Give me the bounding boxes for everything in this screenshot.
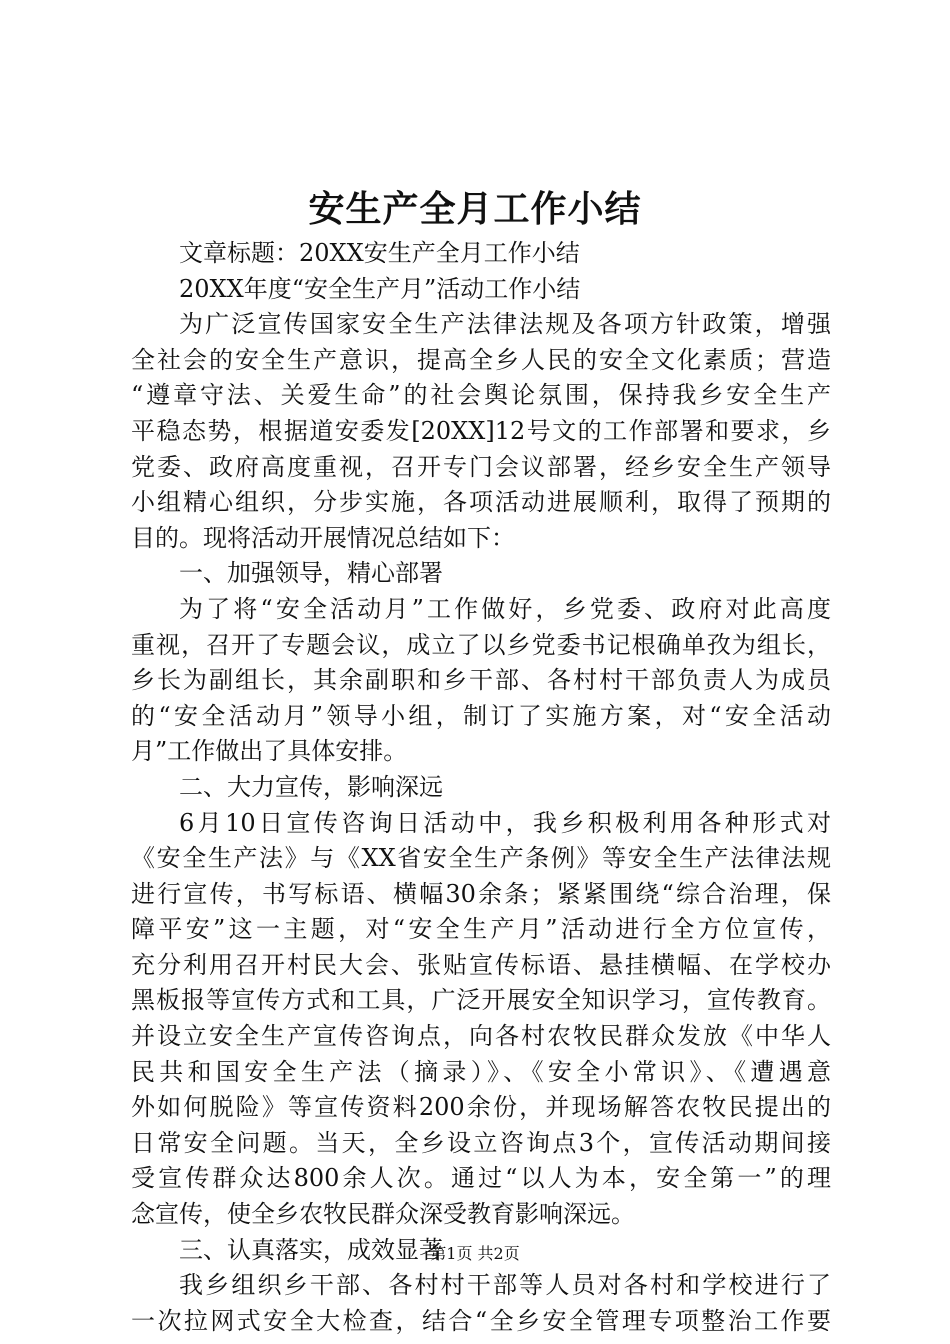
text-line: 乡长为副组长，其余副职和乡干部、各村村干部负责人为成员 xyxy=(131,666,831,695)
document-title: 安生产全月工作小结 xyxy=(308,188,642,230)
document-body xyxy=(131,236,831,1339)
text-line: 文章标题：20XX安生产全月工作小结 xyxy=(179,239,580,267)
text-line: 黑板报等宣传方式和工具，广泛开展安全知识学习，宣传教育。 xyxy=(131,986,831,1015)
text-line: 月”工作做出了具体安排。 xyxy=(131,737,408,766)
text-line: 为广泛宣传国家安全生产法律法规及各项方针政策，增强 xyxy=(179,310,831,339)
text-line: 目的。现将活动开展情况总结如下： xyxy=(131,523,515,552)
text-line: 重视，召开了专题会议，成立了以乡党委书记根确单孜为组长， xyxy=(131,630,831,659)
text-line: 小组精心组织，分步实施，各项活动进展顺利，取得了预期的 xyxy=(131,488,831,517)
text-line: 障平安”这一主题，对“安全生产月”活动进行全方位宣传， xyxy=(131,915,831,944)
text-line: 平稳态势，根据道安委发[20XX]12号文的工作部署和要求，乡 xyxy=(131,416,831,445)
page-footer: 第1页 共2页 xyxy=(430,1244,520,1263)
text-line: 为了将“安全活动月”工作做好，乡党委、政府对此高度 xyxy=(179,594,831,623)
text-line: 进行宣传，书写标语、横幅30余条；紧紧围绕“综合治理，保 xyxy=(131,879,831,908)
text-line: “遵章守法、关爱生命”的社会舆论氛围，保持我乡安全生产 xyxy=(131,381,831,410)
text-line: 日常安全问题。当天，全乡设立咨询点3个，宣传活动期间接 xyxy=(131,1128,831,1157)
text-line: 20XX年度“安全生产月”活动工作小结 xyxy=(179,274,581,303)
text-line: 党委、政府高度重视，召开专门会议部署，经乡安全生产领导 xyxy=(131,452,831,481)
text-line: 6月10日宣传咨询日活动中，我乡积极利用各种形式对 xyxy=(179,808,831,837)
text-line: 二、大力宣传，影响深远 xyxy=(179,772,443,801)
text-line: 《安全生产法》与《XX省安全生产条例》等安全生产法律法规 xyxy=(131,844,831,873)
text-line: 民共和国安全生产法（摘录）》、《安全小常识》、《遭遇意 xyxy=(131,1057,831,1086)
text-line: 念宣传，使全乡农牧民群众深受教育影响深远。 xyxy=(131,1200,635,1229)
text-line: 受宣传群众达800余人次。通过“以人为本，安全第一”的理 xyxy=(131,1164,831,1193)
text-line: 外如何脱险》等宣传资料200余份，并现场解答农牧民提出的 xyxy=(131,1093,831,1122)
text-line: 三、认真落实，成效显著 xyxy=(179,1235,443,1264)
text-line: 充分利用召开村民大会、张贴宣传标语、悬挂横幅、在学校办 xyxy=(131,950,831,979)
text-line: 一次拉网式安全大检查，结合“全乡安全管理专项整治工作要 xyxy=(131,1306,831,1335)
text-line: 并设立安全生产宣传咨询点，向各村农牧民群众发放《中华人 xyxy=(131,1022,831,1051)
text-line: 的“安全活动月”领导小组，制订了实施方案，对“安全活动 xyxy=(131,701,831,730)
text-line: 我乡组织乡干部、各村村干部等人员对各村和学校进行了 xyxy=(179,1271,831,1300)
text-line: 全社会的安全生产意识，提高全乡人民的安全文化素质；营造 xyxy=(131,345,831,374)
text-line: 一、加强领导，精心部署 xyxy=(179,559,443,588)
